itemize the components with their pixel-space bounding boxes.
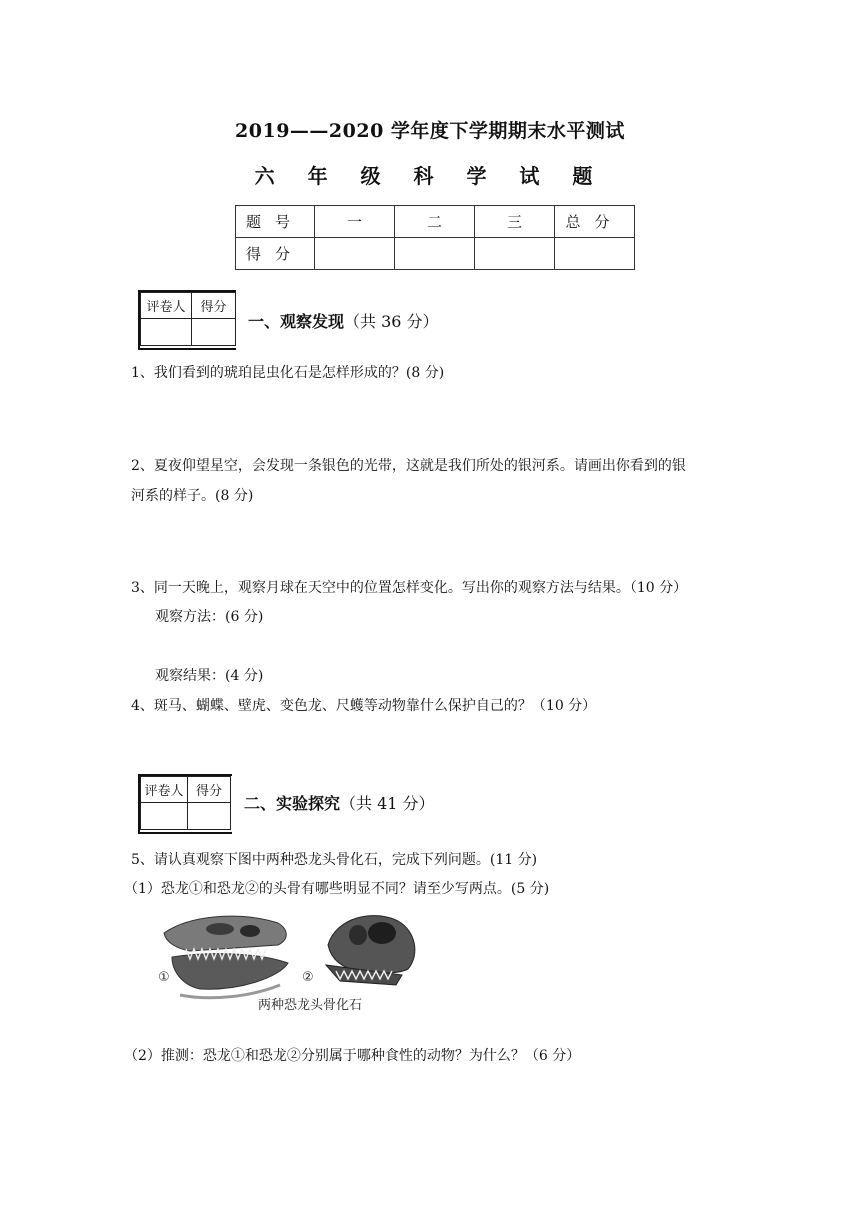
- question-3-method: 观察方法：(6 分): [155, 609, 264, 625]
- skull-2-label: ②: [302, 970, 314, 985]
- score-cell-label: 题号: [236, 206, 315, 238]
- skull-illustration: [150, 905, 420, 1017]
- score-cell-total: 总分: [555, 206, 635, 238]
- score-cell-part2: 二: [395, 206, 475, 238]
- grader-score-blank-2[interactable]: [188, 803, 231, 830]
- question-3: 3、同一天晚上，观察月球在天空中的位置怎样变化。写出你的观察方法与结果。（10 分）: [131, 580, 688, 596]
- question-5-part1: （1）恐龙①和恐龙②的头骨有哪些明显不同？请至少写两点。(5 分): [124, 881, 550, 897]
- score-table-score-row: [236, 238, 635, 270]
- section2-title: 二、实验探究: [244, 794, 341, 813]
- score-blank-total[interactable]: [555, 238, 635, 270]
- score-table: [235, 205, 635, 270]
- section1-title: 一、观察发现: [248, 312, 345, 331]
- dinosaur-skull-figure: [150, 905, 420, 1017]
- skull-1-label: ①: [158, 970, 170, 985]
- section1-heading: [248, 309, 439, 332]
- question-1: 1、我们看到的琥珀昆虫化石是怎样形成的？(8 分): [131, 365, 445, 381]
- score-blank-1[interactable]: [315, 238, 395, 270]
- question-5: 5、请认真观察下图中两种恐龙头骨化石，完成下列问题。(11 分): [131, 852, 538, 868]
- score-cell-part1: 一: [315, 206, 395, 238]
- exam-subtitle: 六 年 级 科 学 试 题: [254, 164, 606, 188]
- question-3-result: 观察结果：(4 分): [155, 668, 264, 684]
- grader-score-label-2: 得分: [188, 777, 231, 803]
- grader-reviewer-blank[interactable]: [141, 319, 192, 346]
- question-4: 4、斑马、蝴蝶、壁虎、变色龙、尺蠖等动物靠什么保护自己的？（10 分）: [131, 698, 597, 714]
- question-2-line2: 河系的样子。(8 分): [131, 488, 254, 504]
- grader-reviewer-label-2: 评卷人: [141, 777, 188, 803]
- grader-score-label: 得分: [192, 293, 236, 319]
- grader-score-blank[interactable]: [192, 319, 236, 346]
- grader-reviewer-blank-2[interactable]: [141, 803, 188, 830]
- grader-table-2: [140, 776, 231, 830]
- score-table-header-row: [236, 206, 635, 238]
- score-blank-2[interactable]: [395, 238, 475, 270]
- grader-table-1: [140, 292, 236, 346]
- exam-title: 2019——2020 学年度下学期期末水平测试: [235, 120, 625, 142]
- question-5-part2: （2）推测：恐龙①和恐龙②分别属于哪种食性的动物？为什么？（6 分）: [124, 1048, 581, 1064]
- section1-points: （共 36 分）: [344, 312, 439, 331]
- section2-heading: [244, 791, 435, 814]
- question-2-line1: 2、夏夜仰望星空，会发现一条银色的光带，这就是我们所处的银河系。请画出你看到的银: [131, 458, 686, 474]
- grader-reviewer-label: 评卷人: [141, 293, 192, 319]
- score-row-label: 得分: [236, 238, 315, 270]
- section2-points: （共 41 分）: [340, 794, 435, 813]
- figure-caption: 两种恐龙头骨化石: [258, 998, 363, 1013]
- skull-2-drawing: [326, 916, 415, 985]
- skull-1-drawing: [164, 916, 288, 998]
- score-cell-part3: 三: [475, 206, 555, 238]
- score-blank-3[interactable]: [475, 238, 555, 270]
